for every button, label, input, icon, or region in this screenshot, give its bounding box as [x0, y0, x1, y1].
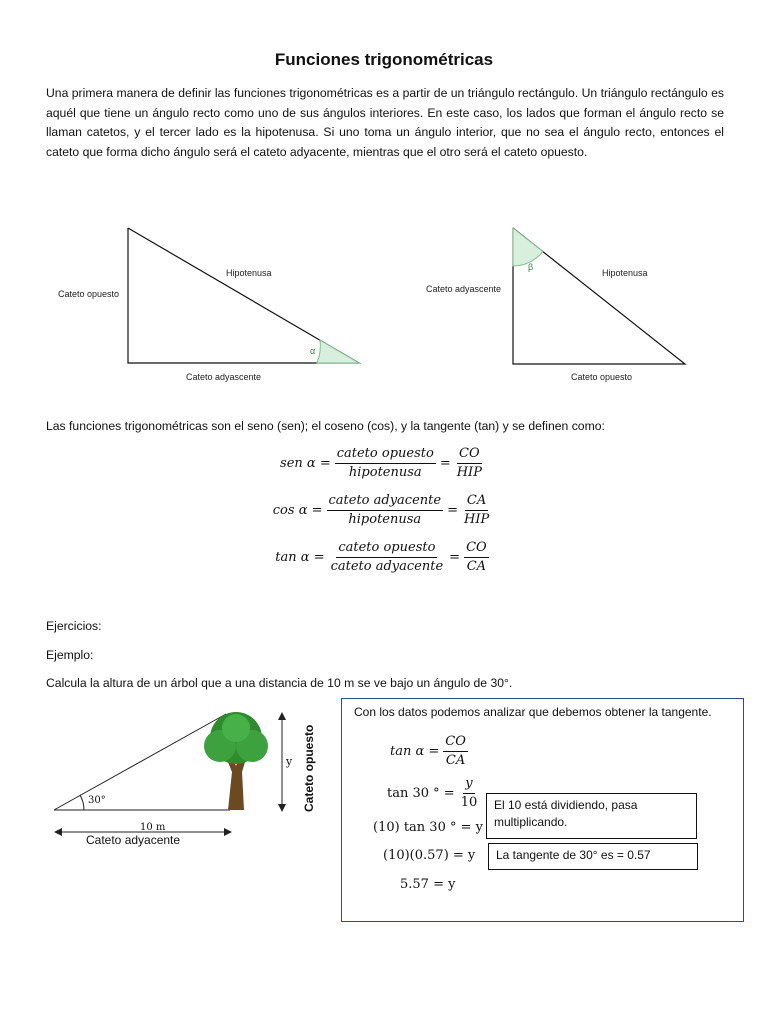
solution-step3: (10) tan 30 ° = y: [373, 820, 483, 835]
note-tangent-value: La tangente de 30° es = 0.57: [488, 843, 698, 870]
formula-tan-lhs: tan α =: [275, 550, 325, 565]
formula-sen-num2: CO: [457, 446, 482, 464]
angle-alpha-wedge: [317, 340, 359, 363]
triangle-beta-diagram: [505, 220, 705, 390]
step2-lhs: tan 30 ° =: [387, 786, 455, 801]
step2-den: 10: [460, 795, 478, 810]
t2-beta-label: β: [528, 262, 534, 272]
distance-arrow-left: [54, 828, 62, 836]
t1-hypotenuse-label: Hipotenusa: [226, 268, 272, 278]
formula-cos-eq: =: [447, 503, 458, 518]
formula-cos-num2: CA: [465, 493, 488, 511]
exercises-heading: Ejercicios:: [46, 619, 102, 633]
solution-heading: Con los datos podemos analizar que debemos obtener la tangente.: [354, 705, 712, 719]
t2-opposite-label: Cateto opuesto: [571, 372, 633, 382]
formula-tan-num2: CO: [464, 540, 489, 558]
formula-cos-lhs: cos α =: [272, 503, 323, 518]
formula-sen-lhs: sen α =: [280, 456, 331, 471]
step2-num: y: [463, 776, 474, 794]
formula-cos-den1: hipotenusa: [348, 512, 422, 527]
distance-arrow-right: [224, 828, 232, 836]
t2-adjacent-label: Cateto adyascente: [426, 284, 502, 294]
intro-paragraph: Una primera manera de definir las funciones trigonométricas es a partir de un triángulo rectángulo. Un triángulo rectángulo es aquél que tiene un ángulo recto como uno de sus ángulos interiores. En este caso, los lados que forman el ángulo recto se llaman catetos, y el tercer lado es la hipotenusa. Si uno toma un ángulo interior, que no sea el ángulo recto, entonces el cateto que forma dicho ángulo será el cateto adyacente, mientras que el otro será el cateto opuesto.: [46, 86, 724, 159]
formula-tan-num1: cateto opuesto: [336, 540, 437, 558]
formula-cos: [0, 493, 768, 528]
tree-crown-top: [222, 714, 250, 742]
step1-den: CA: [445, 753, 466, 768]
formula-tan-den2: CA: [466, 559, 487, 574]
page-title: Funciones trigonométricas: [274, 50, 494, 69]
solution-step2: [387, 776, 483, 811]
formula-cos-num1: cateto adyacente: [327, 493, 444, 511]
formula-sen: [0, 446, 768, 481]
angle-beta-wedge: [513, 228, 543, 266]
tree-figure: [40, 700, 340, 850]
note-dividing: El 10 está dividiendo, pasa multiplicando.: [486, 793, 697, 839]
tree-adjacent-label: Cateto adyacente: [86, 833, 181, 847]
step1-lhs: tan α =: [390, 744, 440, 759]
formula-sen-den2: HIP: [456, 465, 482, 480]
tree-height-label: y: [286, 755, 293, 768]
t1-opposite-label: Cateto opuesto: [58, 289, 120, 299]
tree-distance-label: 10 m: [140, 822, 166, 833]
solution-step1: [390, 734, 472, 769]
functions-intro: Las funciones trigonométricas son el seno (sen); el coseno (cos), y la tangente (tan) y se definen como:: [46, 419, 605, 433]
height-arrow-bottom: [278, 804, 286, 812]
formula-sen-num1: cateto opuesto: [335, 446, 436, 464]
formula-sen-den1: hipotenusa: [348, 465, 422, 480]
formula-tan: [0, 540, 768, 575]
solution-step5: 5.57 = y: [400, 877, 456, 892]
formula-cos-den2: HIP: [463, 512, 490, 527]
t1-alpha-label: α: [310, 346, 316, 356]
tree-opposite-label: Cateto opuesto: [302, 724, 316, 812]
tree-angle-label: 30°: [88, 795, 106, 806]
example-heading: Ejemplo:: [46, 648, 94, 662]
step1-num: CO: [443, 734, 468, 752]
angle-arc: [80, 795, 84, 810]
t1-adjacent-label: Cateto adyascente: [186, 372, 262, 382]
formula-sen-eq: =: [439, 456, 451, 471]
height-arrow-top: [278, 712, 286, 720]
formula-tan-eq: =: [449, 550, 461, 565]
formula-tan-den1: cateto adyacente: [330, 559, 444, 574]
solution-step4: (10)(0.57) = y: [383, 848, 476, 863]
problem-statement: Calcula la altura de un árbol que a una distancia de 10 m se ve bajo un ángulo de 30°.: [46, 676, 513, 690]
t2-hypotenuse-label: Hipotenusa: [602, 268, 648, 278]
triangle-alpha-diagram: [40, 220, 380, 390]
